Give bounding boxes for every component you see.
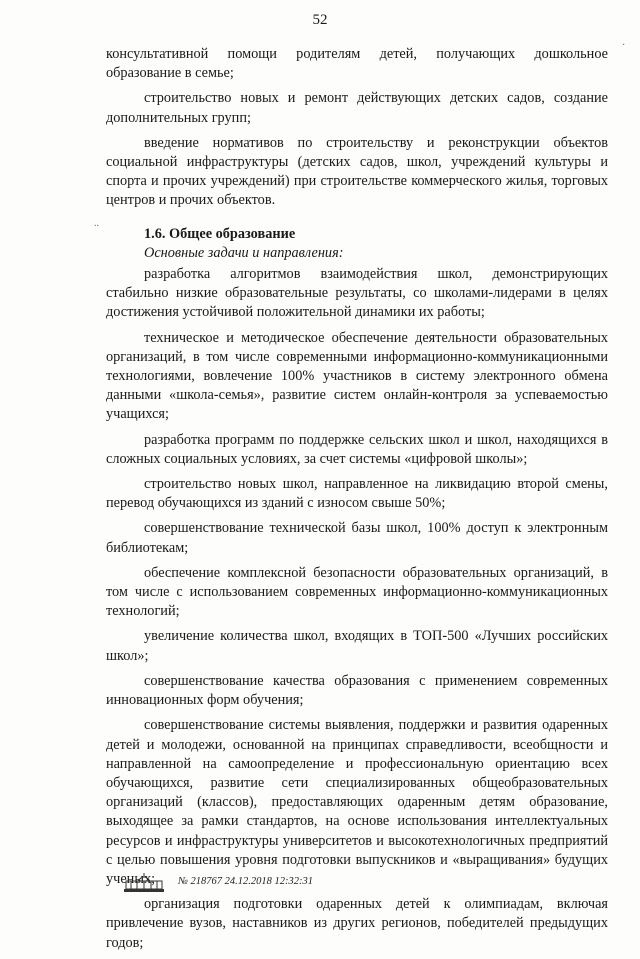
list-item: обеспечение комплексной безопасности образовательных организаций, в том числе с использованием современных информационно-коммуникационных технологий; <box>106 564 608 620</box>
margin-mark: .. <box>94 218 99 229</box>
section-heading: 1.6. Общее образование <box>144 225 296 242</box>
government-building-icon <box>122 872 166 894</box>
list-item: совершенствование качества образования с применением современных инновационных форм обучения; <box>106 672 608 709</box>
list-item: разработка алгоритмов взаимодействия школ, демонстрирующих стабильно низкие образовательные результаты, со школами-лидерами в целях достижения устойчивой положительной динамики их работы; <box>106 266 608 321</box>
document-registration-stamp: № 218767 24.12.2018 12:32:31 <box>178 876 314 887</box>
list-item: техническое и методическое обеспечение деятельности образовательных организаций, в том числе современными информационно-коммуникационными технологиями, вовлечение 100% участников в систему электронного обмена данными «школа-семья», развитие систем онлайн-контроля за успеваемостью учащихся; <box>106 329 608 423</box>
margin-mark: · <box>622 40 626 51</box>
paragraph: консультативной помощи родителям детей, получающих дошкольное образование в семье; <box>106 46 608 82</box>
footer <box>122 872 542 894</box>
list-item: строительство новых школ, направленное на ликвидацию второй смены, перевод обучающихся из зданий с износом свыше 50%; <box>106 476 608 512</box>
list-item: увеличение количества школ, входящих в ТОП-500 «Лучших российских школ»; <box>106 628 608 664</box>
document-body <box>106 45 608 959</box>
paragraph: введение нормативов по строительству и реконструкции объектов социальной инфраструктуры (детских садов, школ, учреждений культуры и спорта и прочих учреждений) при строительстве коммерческого жилья, торговых центров и прочих объектов. <box>106 134 608 209</box>
list-item: совершенствование системы выявления, поддержки и развития одаренных детей и молодежи, основанной на принципах справедливости, всеобщности и направленной на самоопределение и профессиональную ориентацию всех обучающихся, развитие сети специализированных общеобразовательных организаций (классов), предоставляющих одаренным детям образование, выходящее за рамки стандартов, на основе использования интеллектуальных ресурсов и инфраструктуры университетов и высокотехнологичных предприятий с целью повышения уровня подготовки выпускников и «выращивания» будущих ученых; <box>106 717 608 887</box>
list-item: организация подготовки одаренных детей к олимпиадам, включая привлечение вузов, наставников из других регионов, победителей предыдущих годов; <box>106 896 608 951</box>
list-item: совершенствование технической базы школ, 100% доступ к электронным библиотекам; <box>106 520 608 556</box>
section-subheading: Основные задачи и направления: <box>144 244 344 261</box>
list-item: разработка программ по поддержке сельских школ и школ, находящихся в сложных социальных условиях, за счет системы «цифровой школы»; <box>106 431 608 467</box>
page-number: 52 <box>312 12 328 28</box>
paragraph: строительство новых и ремонт действующих детских садов, создание дополнительных групп; <box>106 90 608 126</box>
